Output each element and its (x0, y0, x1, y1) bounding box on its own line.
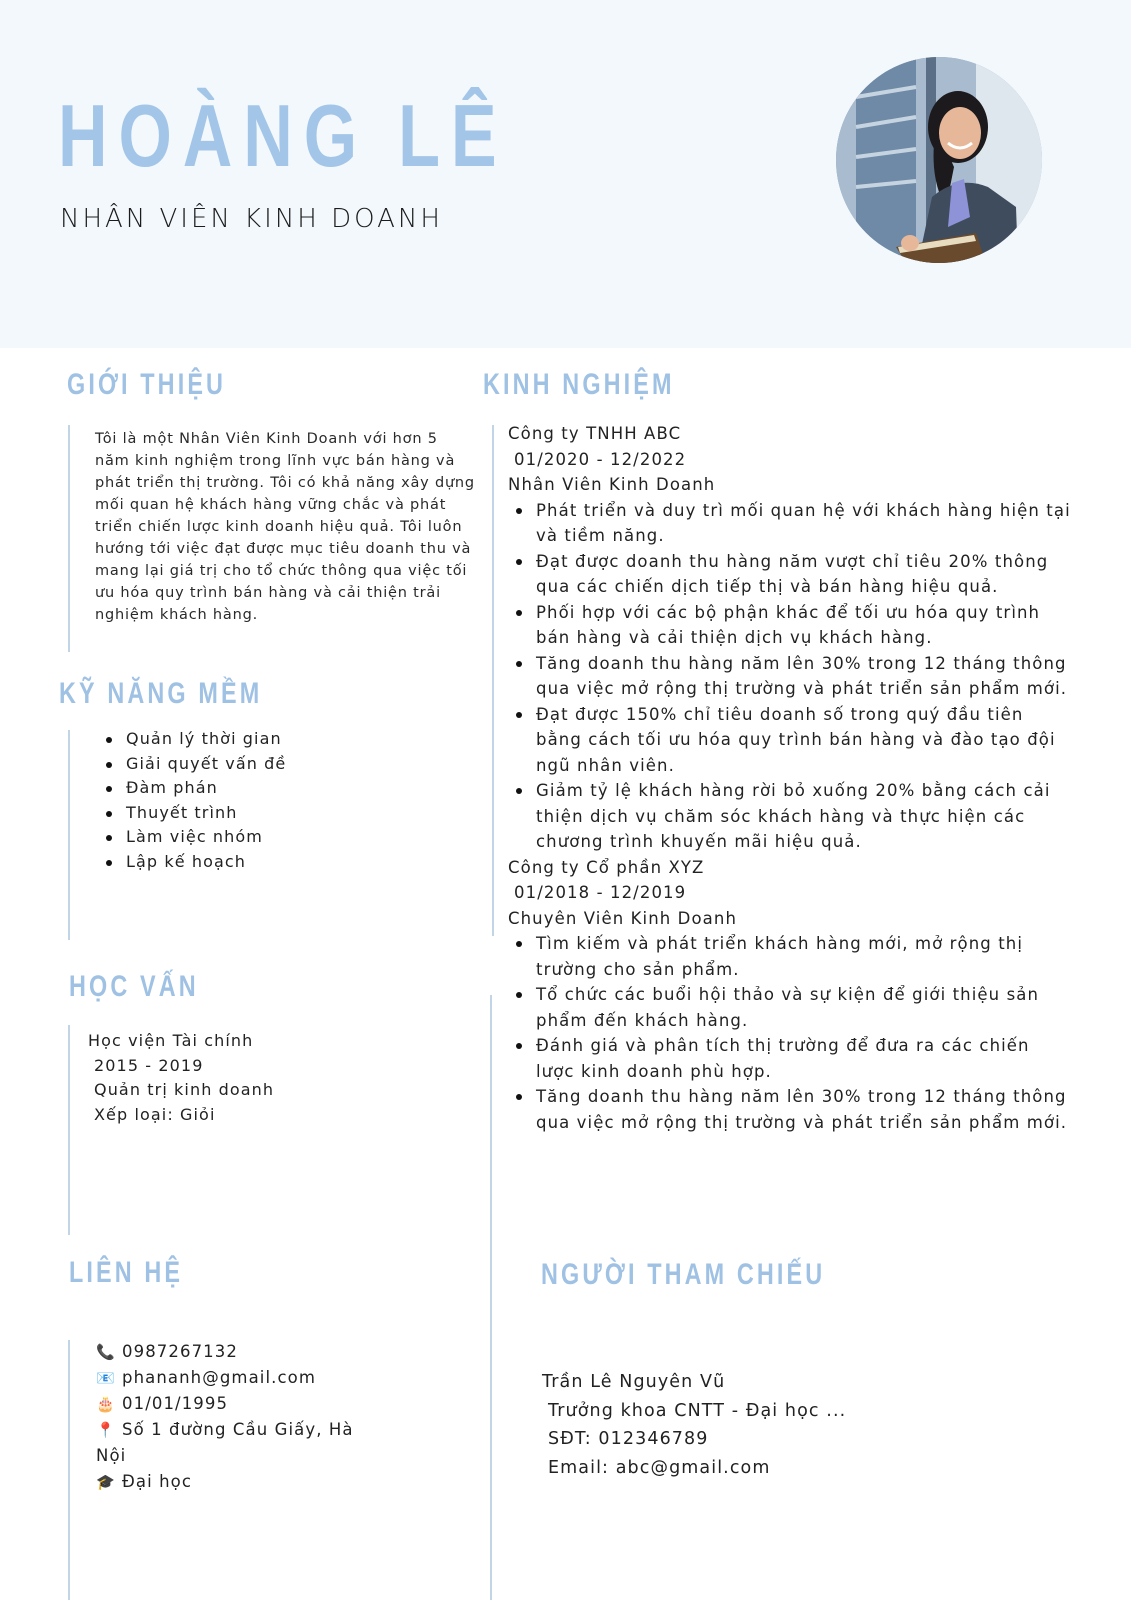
intro-line: ưu hóa quy trình bán hàng và cải thiện trải (95, 585, 441, 601)
job-entry (508, 421, 1071, 855)
contact-email[interactable] (96, 1365, 354, 1391)
contact-degree (96, 1469, 354, 1495)
job-company: Công ty TNHH ABC (508, 424, 682, 443)
email-value: phananh@gmail.com (122, 1368, 317, 1387)
job-bullet: Đạt được doanh thu hàng năm vượt chỉ tiêu 20% thông qua các chiến dịch tiếp thị và bán hàng hiệu quả. (508, 549, 1071, 600)
job-bullet: Tăng doanh thu hàng năm lên 30% trong 12 tháng thông qua việc mở rộng thị trường và phát triển sản phẩm mới. (508, 1084, 1071, 1135)
job-bullet: Tổ chức các buổi hội thảo và sự kiện để giới thiệu sản phẩm đến khách hàng. (508, 982, 1071, 1033)
education-block (88, 1029, 274, 1127)
graduation-cap-icon: 🎓 (96, 1473, 116, 1491)
skill-item: Thuyết trình (98, 801, 286, 826)
contact-phone[interactable] (96, 1339, 354, 1365)
person-photo-icon (836, 57, 1042, 263)
skill-item: Đàm phán (98, 776, 286, 801)
job-period: 01/2018 - 12/2019 (514, 883, 687, 902)
skill-item: Giải quyết vấn đề (98, 752, 286, 777)
intro-title: GIỚI THIỆU (67, 368, 227, 401)
job-bullet: Phát triển và duy trì mối quan hệ với khách hàng hiện tại và tiềm năng. (508, 498, 1071, 549)
intro-line: mang lại giá trị cho tổ chức thông qua việc tối (95, 563, 468, 579)
job-title: NHÂN VIÊN KINH DOANH (60, 204, 443, 234)
education-school: Học viện Tài chính (88, 1031, 254, 1050)
reference-email[interactable]: Email: abc@gmail.com (548, 1457, 771, 1478)
job-bullet: Tìm kiếm và phát triển khách hàng mới, mở rộng thị trường cho sản phẩm. (508, 931, 1071, 982)
contact-block (96, 1339, 354, 1495)
phone-icon: 📞 (96, 1343, 116, 1361)
location-pin-icon: 📍 (96, 1421, 116, 1439)
intro-line: mối quan hệ khách hàng vững chắc và phát (95, 497, 447, 513)
soft-skills-list (98, 727, 286, 874)
header-band (0, 0, 1131, 348)
reference-phone: SĐT: 012346789 (548, 1429, 709, 1449)
birthday-value: 01/01/1995 (122, 1394, 229, 1413)
contact-title: LIÊN HỆ (69, 1256, 184, 1289)
intro-paragraph (95, 428, 475, 626)
job-company: Công ty Cổ phần XYZ (508, 857, 705, 877)
education-years: 2015 - 2019 (94, 1055, 204, 1075)
reference-position: Trưởng khoa CNTT - Đại học ... (548, 1400, 847, 1421)
job-bullets (508, 498, 1071, 855)
candidate-name: HOÀNG LÊ (58, 86, 508, 185)
birthday-cake-icon: 🎂 (96, 1395, 116, 1413)
degree-value: Đại học (122, 1472, 193, 1491)
education-major: Quản trị kinh doanh (94, 1080, 275, 1099)
job-entry (508, 855, 1071, 1136)
experience-title: KINH NGHIỆM (483, 368, 675, 401)
job-bullets (508, 931, 1071, 1135)
references-title: NGƯỜI THAM CHIẾU (541, 1258, 826, 1291)
intro-line: phát triển thị trường. Tôi có khả năng xây dựng (95, 475, 475, 491)
profile-photo (836, 57, 1042, 263)
intro-line: năm kinh nghiệm trong lĩnh vực bán hàng và (95, 453, 456, 469)
education-divider (68, 1025, 70, 1235)
intro-line: hướng tới việc đạt được mục tiêu doanh thu và (95, 541, 472, 557)
soft-skills-divider (68, 730, 70, 940)
skill-item: Quản lý thời gian (98, 727, 286, 752)
email-icon: 📧 (96, 1369, 116, 1387)
contact-address (96, 1417, 354, 1443)
intro-line: nghiệm khách hàng. (95, 607, 258, 623)
job-bullet: Đạt được 150% chỉ tiêu doanh số trong quý đầu tiên bằng cách tối ưu hóa quy trình bán hàng và đào tạo đội ngũ nhân viên. (508, 702, 1071, 779)
references-block (542, 1368, 846, 1482)
phone-value: 0987267132 (122, 1342, 238, 1361)
experience-block (508, 421, 1071, 1135)
contact-divider (68, 1340, 70, 1600)
job-bullet: Tăng doanh thu hàng năm lên 30% trong 12 tháng thông qua việc mở rộng thị trường và phát triển sản phẩm mới. (508, 651, 1071, 702)
job-bullet: Phối hợp với các bộ phận khác để tối ưu hóa quy trình bán hàng và cải thiện dịch vụ khách hàng. (508, 600, 1071, 651)
address-continuation: Nội (96, 1446, 127, 1465)
job-bullet: Đánh giá và phân tích thị trường để đưa ra các chiến lược kinh doanh phù hợp. (508, 1033, 1071, 1084)
contact-birthday (96, 1391, 354, 1417)
reference-name: Trần Lê Nguyên Vũ (542, 1372, 726, 1392)
education-grade: Xếp loại: Giỏi (94, 1104, 216, 1124)
experience-divider-top (492, 425, 494, 936)
education-title: HỌC VẤN (69, 970, 199, 1003)
job-period: 01/2020 - 12/2022 (514, 449, 687, 469)
intro-line: triển chiến lược kinh doanh hiệu quả. Tôi luôn (95, 519, 463, 535)
skill-item: Làm việc nhóm (98, 825, 286, 850)
skill-item: Lập kế hoạch (98, 850, 286, 875)
experience-divider-bottom (490, 995, 492, 1600)
address-value: Số 1 đường Cầu Giấy, Hà (122, 1420, 354, 1439)
soft-skills-title: KỸ NĂNG MỀM (59, 677, 263, 710)
intro-line: Tôi là một Nhân Viên Kinh Doanh với hơn 5 (95, 431, 438, 447)
intro-divider (68, 425, 70, 652)
job-role: Chuyên Viên Kinh Doanh (508, 908, 738, 928)
job-bullet: Giảm tỷ lệ khách hàng rời bỏ xuống 20% bằng cách cải thiện dịch vụ chăm sóc khách hàng và thực hiện các chương trình khuyến mãi hiệu quả. (508, 778, 1071, 855)
job-role: Nhân Viên Kinh Doanh (508, 475, 716, 494)
